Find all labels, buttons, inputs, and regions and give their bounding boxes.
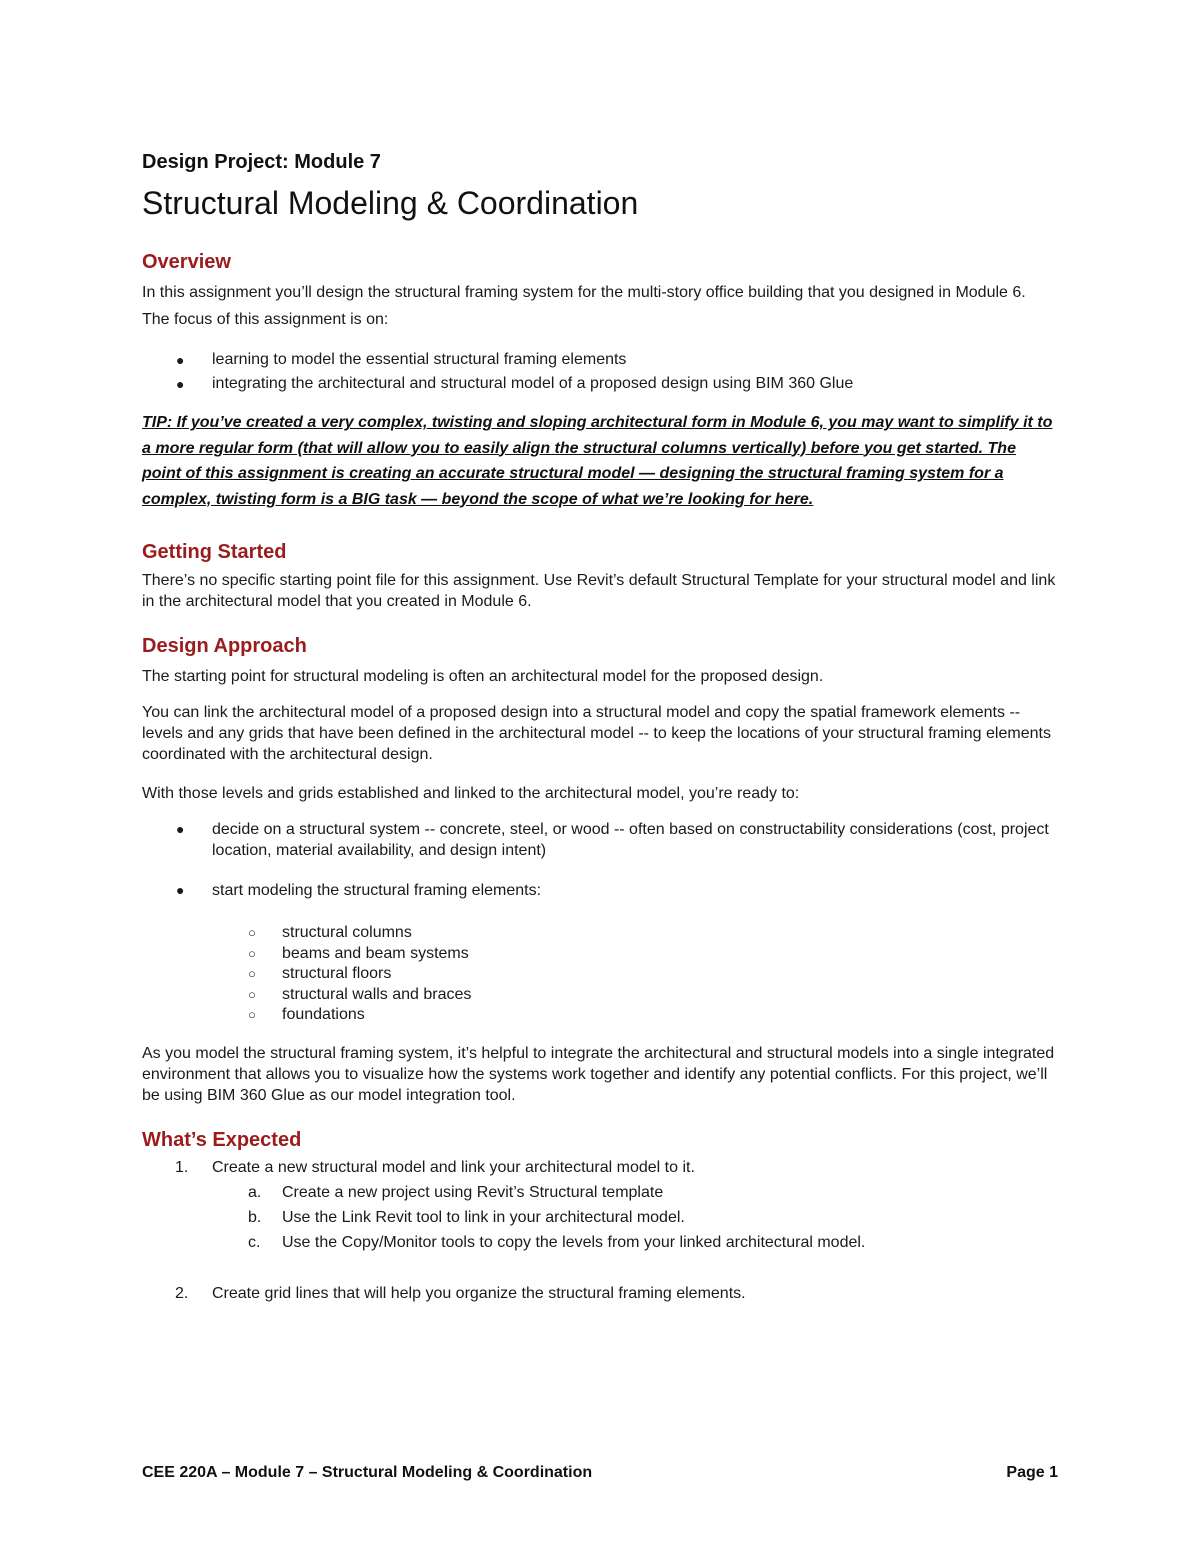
- list-item: [142, 1005, 1057, 1026]
- list-item-text: decide on a structural system -- concrete, steel, or wood -- often based on constructability considerations (cost, project location, material availability, and design intent): [212, 821, 1049, 859]
- circle-bullet-icon: ○: [248, 966, 256, 981]
- list-item: [142, 1180, 1057, 1205]
- document-eyebrow: Design Project: Module 7: [142, 151, 381, 173]
- substep-letter: a.: [248, 1183, 262, 1201]
- list-item-text: structural walls and braces: [282, 985, 472, 1003]
- list-item-text: structural floors: [282, 965, 392, 982]
- bullet-icon: ●: [176, 352, 185, 368]
- substep-letter: c.: [248, 1233, 261, 1251]
- list-item: [142, 348, 1057, 372]
- list-item-text: learning to model the essential structural framing elements: [212, 351, 627, 368]
- circle-bullet-icon: ○: [248, 925, 256, 940]
- list-item: [142, 372, 1057, 396]
- bullet-icon: ●: [176, 821, 185, 837]
- design-approach-heading: Design Approach: [142, 635, 307, 657]
- list-item-text: Create a new project using Revit’s Structural template: [282, 1183, 664, 1201]
- getting-started-heading: Getting Started: [142, 541, 287, 563]
- list-item-text: beams and beam systems: [282, 944, 469, 962]
- whats-expected-heading: What’s Expected: [142, 1128, 302, 1151]
- overview-bullet-list: [142, 348, 1057, 396]
- substep-letter: b.: [248, 1208, 262, 1226]
- framing-elements-list: [142, 923, 1057, 1026]
- circle-bullet-icon: ○: [248, 986, 256, 1002]
- list-item: [142, 1155, 1057, 1180]
- overview-heading: Overview: [142, 251, 231, 273]
- footer-course-title: CEE 220A – Module 7 – Structural Modeling & Coordination: [142, 1464, 593, 1481]
- step-number: 2.: [175, 1284, 189, 1302]
- list-item: [142, 964, 1057, 985]
- document-page: [142, 150, 1057, 1306]
- list-item-text: Create grid lines that will help you organize the structural framing elements.: [212, 1284, 746, 1302]
- circle-bullet-icon: ○: [248, 1007, 256, 1022]
- list-item: [142, 1281, 1057, 1306]
- list-item: [142, 880, 1057, 901]
- step-number: 1.: [175, 1158, 189, 1176]
- list-item: [142, 1230, 1057, 1255]
- list-item-text: structural columns: [282, 924, 412, 941]
- document-title: Structural Modeling & Coordination: [142, 185, 639, 221]
- getting-started-text: There’s no specific starting point file for this assignment. Use Revit’s default Structural Template for your structural model and link in the architectural model that you created in Module 6.: [142, 572, 1056, 610]
- page-footer: [142, 1463, 1058, 1483]
- design-approach-p1: The starting point for structural modeling is often an architectural model for the proposed design.: [142, 668, 824, 685]
- tip-note: TIP: If you’ve created a very complex, twisting and sloping architectural form in Module 6, you may want to simplify it to a more regular form (that will allow you to easily align the structural columns vertically) before you get started. The point of this assignment is creating an accurate structural model — designing the structural framing system for a complex, twisting form is a BIG task — beyond the scope of what we’re looking for here.: [142, 414, 1053, 508]
- expected-steps-list: [142, 1155, 1057, 1180]
- list-item: [142, 944, 1057, 965]
- bullet-icon: ●: [176, 376, 185, 392]
- design-approach-p4: As you model the structural framing system, it’s helpful to integrate the architectural and structural models into a single integrated environment that allows you to visualize how the systems work together and identify any potential conflicts. For this project, we’ll be using BIM 360 Glue as our model integration tool.: [142, 1044, 1055, 1104]
- list-item: [142, 819, 1057, 861]
- list-item: [142, 985, 1057, 1006]
- list-item-text: start modeling the structural framing elements:: [212, 882, 542, 899]
- list-item-text: Use the Copy/Monitor tools to copy the levels from your linked architectural model.: [282, 1233, 866, 1251]
- design-approach-p3: With those levels and grids established and linked to the architectural model, you’re ready to:: [142, 785, 800, 802]
- design-approach-bullet-list: [142, 819, 1057, 901]
- list-item: [142, 923, 1057, 944]
- design-approach-p2: You can link the architectural model of a proposed design into a structural model and copy the spatial framework elements -- levels and any grids that have been defined in the architectural model -- to keep the locations of your structural framing elements coordinated with the architectural design.: [142, 704, 1051, 763]
- bullet-icon: ●: [176, 882, 185, 898]
- list-item-text: Create a new structural model and link your architectural model to it.: [212, 1158, 695, 1176]
- expected-substeps-list: [142, 1180, 1057, 1255]
- list-item-text: integrating the architectural and structural model of a proposed design using BIM 360 Glue: [212, 375, 854, 392]
- list-item-text: Use the Link Revit tool to link in your architectural model.: [282, 1208, 685, 1226]
- page-number: Page 1: [1006, 1464, 1058, 1481]
- circle-bullet-icon: ○: [248, 945, 256, 961]
- list-item: [142, 1205, 1057, 1230]
- overview-intro: In this assignment you’ll design the structural framing system for the multi-story office building that you designed in Module 6. The focus of this assignment is on:: [142, 284, 1026, 328]
- expected-steps-list-continued: [142, 1281, 1057, 1306]
- list-item-text: foundations: [282, 1006, 365, 1023]
